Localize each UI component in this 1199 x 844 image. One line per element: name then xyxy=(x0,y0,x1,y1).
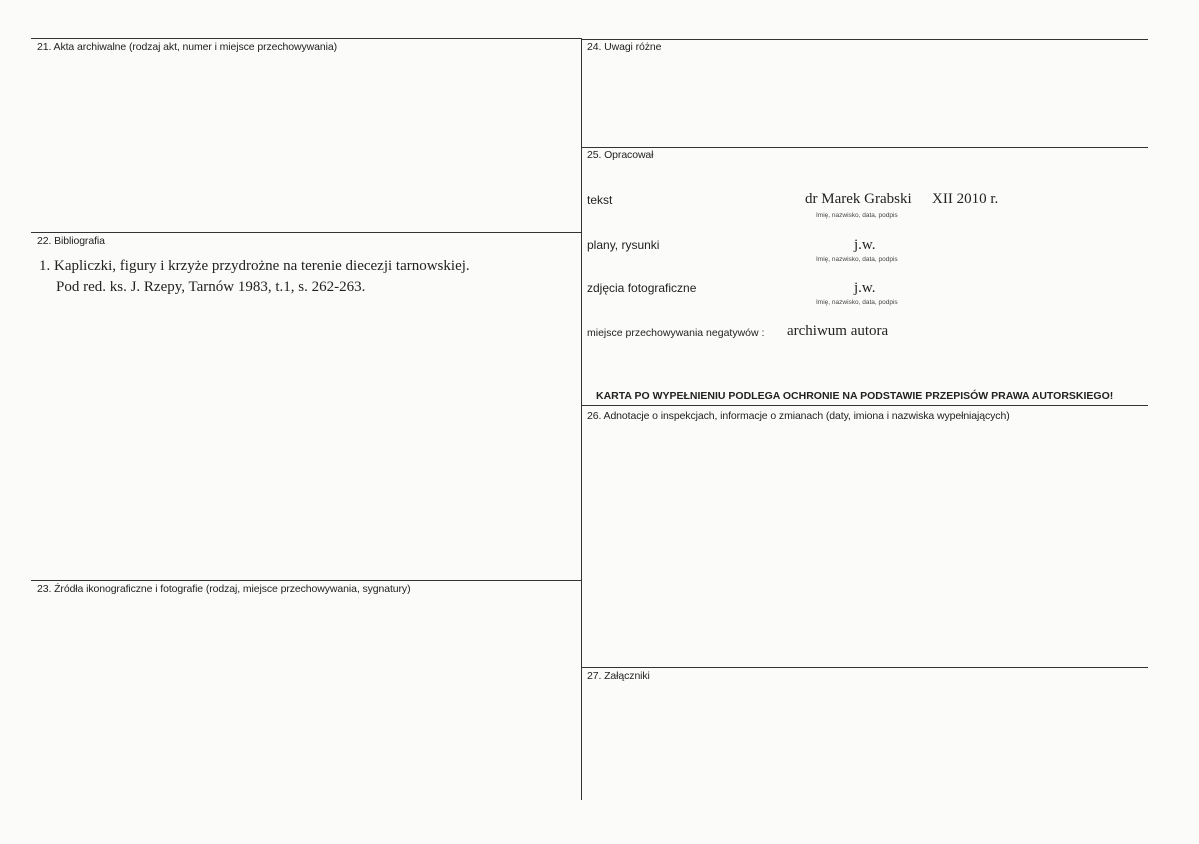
row-text-label: tekst xyxy=(587,193,613,207)
row-text-hint: Imię, nazwisko, data, podpis xyxy=(816,212,898,219)
negatives-label: miejsce przechowywania negatywów : xyxy=(587,327,765,339)
bibliography-entry xyxy=(39,256,470,298)
row-plans-value: j.w. xyxy=(854,237,876,253)
section-21-label: 21. Akta archiwalne (rodzaj akt, numer i miejsce przechowywania) xyxy=(37,41,337,53)
row-text-author: dr Marek Grabski xyxy=(805,191,912,207)
rule-22 xyxy=(31,232,582,233)
rule-23 xyxy=(31,580,582,581)
section-26-label: 26. Adnotacje o inspekcjach, informacje o zmianach (daty, imiona i nazwiska wypełniających) xyxy=(587,410,1010,422)
row-plans-label: plany, rysunki xyxy=(587,238,660,252)
center-divider xyxy=(581,38,582,800)
bibliography-line-1: 1. Kapliczki, figury i krzyże przydrożne na terenie diecezji tarnowskiej. xyxy=(39,258,470,274)
rule-27 xyxy=(582,667,1148,668)
section-27-label: 27. Załączniki xyxy=(587,670,650,682)
copyright-notice: KARTA PO WYPEŁNIENIU PODLEGA OCHRONIE NA PODSTAWIE PRZEPISÓW PRAWA AUTORSKIEGO! xyxy=(596,390,1114,402)
top-rule-right xyxy=(582,39,1148,40)
section-24-label: 24. Uwagi różne xyxy=(587,41,662,53)
top-rule-left xyxy=(31,38,582,39)
rule-26 xyxy=(582,405,1148,406)
rule-25 xyxy=(582,147,1148,148)
row-photos-value: j.w. xyxy=(854,280,876,296)
row-photos-hint: Imię, nazwisko, data, podpis xyxy=(816,299,898,306)
row-photos-label: zdjęcia fotograficzne xyxy=(587,281,697,295)
section-23-label: 23. Źródła ikonograficzne i fotografie (rodzaj, miejsce przechowywania, sygnatury) xyxy=(37,583,411,595)
row-plans-hint: Imię, nazwisko, data, podpis xyxy=(816,256,898,263)
row-text-date: XII 2010 r. xyxy=(932,191,999,207)
section-22-label: 22. Bibliografia xyxy=(37,235,105,247)
negatives-value: archiwum autora xyxy=(787,323,889,339)
bibliography-line-2: Pod red. ks. J. Rzepy, Tarnów 1983, t.1, s. 262-263. xyxy=(56,279,366,295)
section-25-label: 25. Opracował xyxy=(587,149,654,161)
